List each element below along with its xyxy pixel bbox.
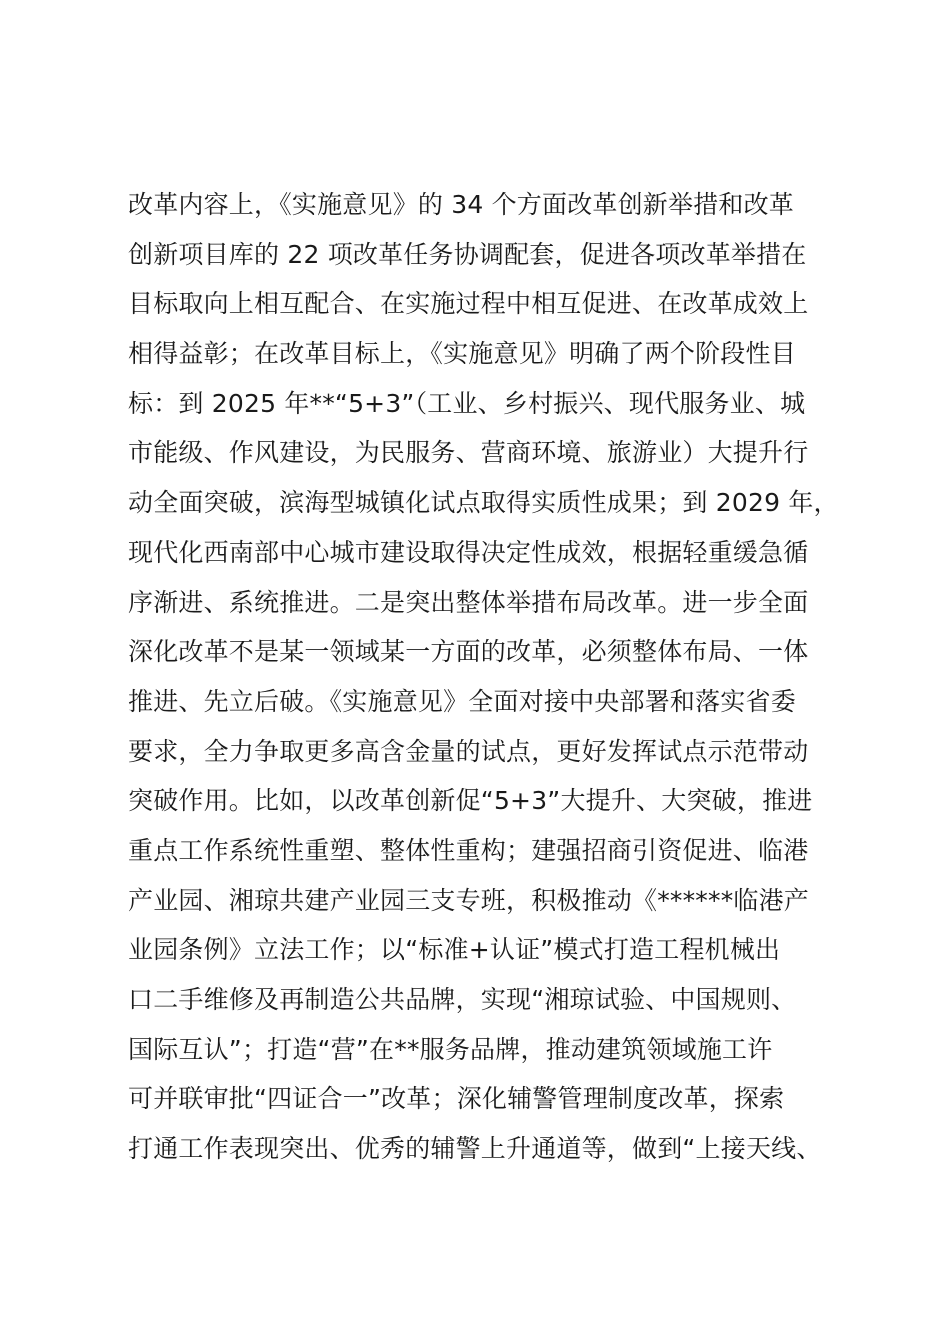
- text-line: 深化改革不是某一领域某一方面的改革，必须整体布局、一体: [128, 637, 809, 667]
- text-line: 可并联审批“四证合一”改革；深化辅警管理制度改革，探索: [128, 1084, 785, 1114]
- text-line: 重点工作系统性重塑、整体性重构；建强招商引资促进、临港: [128, 835, 809, 865]
- text-line: 动全面突破，滨海型城镇化试点取得实质性成果；到 2029 年，: [128, 488, 839, 518]
- text-line: 标：到 2025 年**“5+3”（工业、乡村振兴、现代服务业、城: [128, 388, 806, 418]
- text-line: 产业园、湘琼共建产业园三支专班，积极推动《******临港产: [128, 885, 810, 915]
- text-line: 目标取向上相互配合、在实施过程中相互促进、在改革成效上: [128, 289, 809, 319]
- text-line: 序渐进、系统推进。二是突出整体举措布局改革。进一步全面: [128, 587, 809, 617]
- text-line: 国际互认”；打造“营”在**服务品牌，推动建筑领域施工许: [128, 1034, 773, 1064]
- text-line: 创新项目库的 22 项改革任务协调配套，促进各项改革举措在: [128, 239, 807, 269]
- text-line: 要求，全力争取更多高含金量的试点，更好发挥试点示范带动: [128, 736, 809, 766]
- text-line: 打通工作表现突出、优秀的辅警上升通道等，做到“上接天线、: [128, 1134, 822, 1164]
- text-line: 推进、先立后破。《实施意见》全面对接中央部署和落实省委: [128, 686, 796, 716]
- text-line: 口二手维修及再制造公共品牌，实现“湘琼试验、中国规则、: [128, 985, 797, 1014]
- text-line: 突破作用。比如，以改革创新促“5+3”大提升、大突破，推进: [128, 786, 813, 816]
- body-paragraph: [128, 180, 858, 1174]
- text-line: 业园条例》立法工作；以“标准+认证”模式打造工程机械出: [128, 935, 781, 965]
- text-line: 相得益彰；在改革目标上，《实施意见》明确了两个阶段性目: [128, 339, 796, 369]
- text-line: 市能级、作风建设，为民服务、营商环境、旅游业）大提升行: [128, 438, 809, 468]
- text-line: 现代化西南部中心城市建设取得决定性成效，根据轻重缓急循: [128, 537, 809, 567]
- text-line: 改革内容上，《实施意见》的 34 个方面改革创新举措和改革: [128, 190, 795, 219]
